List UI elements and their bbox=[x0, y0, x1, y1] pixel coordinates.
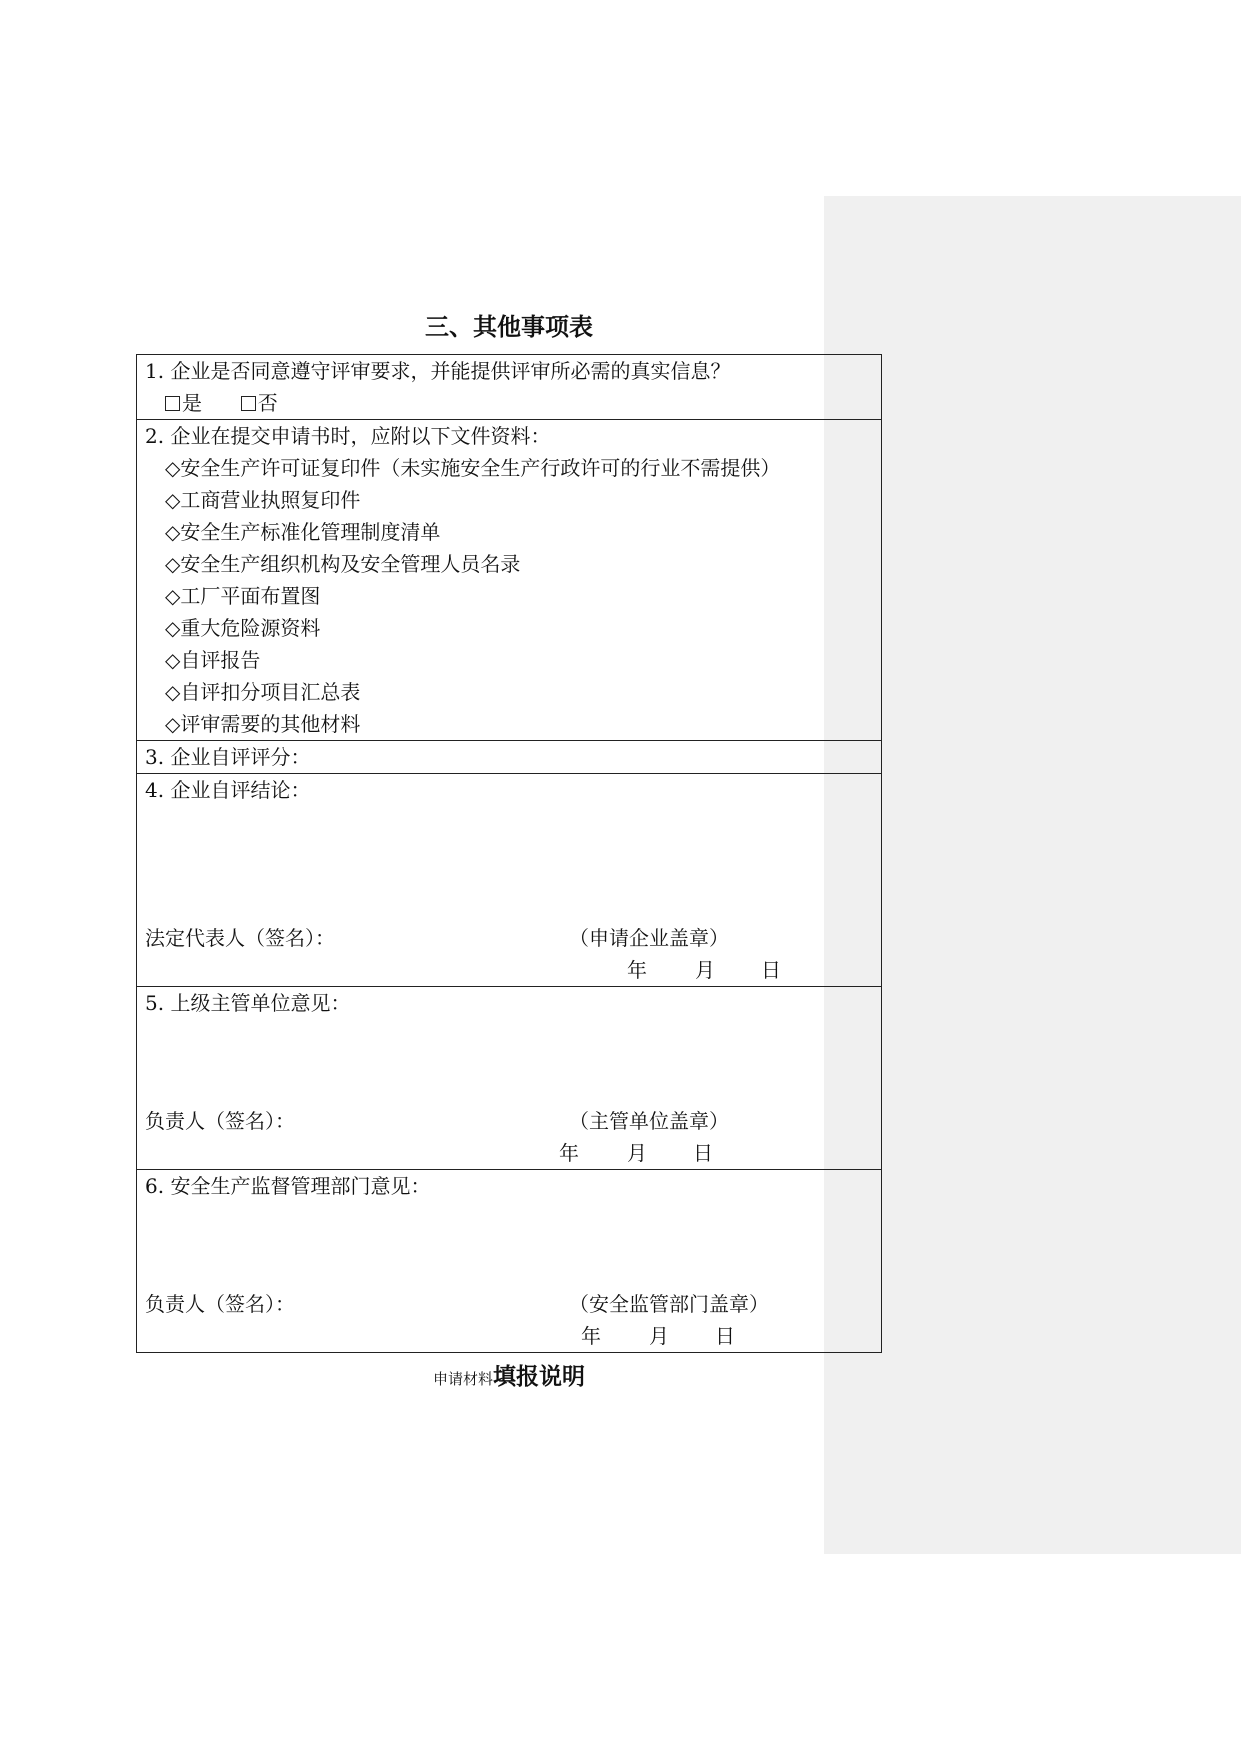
attachment-item: ◇评审需要的其他材料 bbox=[165, 712, 361, 736]
attachment-item: ◇安全生产组织机构及安全管理人员名录 bbox=[165, 552, 521, 576]
month-label: 月 bbox=[649, 1324, 669, 1348]
signature-row bbox=[145, 1105, 881, 1137]
responsible-signature-label: 负责人（签名）： bbox=[145, 1109, 295, 1133]
signature-row bbox=[145, 922, 881, 954]
question-1-options bbox=[145, 387, 881, 419]
comment-margin bbox=[824, 196, 1241, 1554]
other-matters-form bbox=[136, 354, 882, 1353]
day-label: 日 bbox=[715, 1324, 735, 1348]
day-label: 日 bbox=[693, 1141, 713, 1165]
attachment-item: ◇安全生产许可证复印件（未实施安全生产行政许可的行业不需提供） bbox=[165, 456, 781, 480]
attachment-item: ◇工厂平面布置图 bbox=[165, 584, 321, 608]
supervisor-seal-label: （主管单位盖章） bbox=[569, 1109, 729, 1133]
question-4-row bbox=[137, 774, 882, 987]
no-label: 否 bbox=[257, 391, 278, 415]
attachment-item: ◇自评扣分项目汇总表 bbox=[165, 680, 361, 704]
date-row bbox=[145, 1137, 881, 1169]
question-2-row bbox=[137, 420, 882, 741]
company-seal-label: （申请企业盖章） bbox=[569, 926, 729, 950]
yes-checkbox[interactable] bbox=[165, 396, 180, 411]
attachment-item: ◇安全生产标准化管理制度清单 bbox=[165, 520, 441, 544]
year-label: 年 bbox=[627, 958, 647, 982]
footer-heading: 填报说明 bbox=[493, 1363, 585, 1390]
day-label: 日 bbox=[761, 958, 781, 982]
yes-label: 是 bbox=[182, 391, 202, 415]
safety-dept-seal-label: （安全监管部门盖章） bbox=[569, 1292, 769, 1316]
question-6-text: 6. 安全生产监督管理部门意见： bbox=[145, 1174, 431, 1198]
month-label: 月 bbox=[627, 1141, 647, 1165]
date-row bbox=[145, 954, 881, 986]
legal-rep-signature-label: 法定代表人（签名）： bbox=[145, 926, 335, 950]
date-row bbox=[145, 1320, 881, 1352]
footer-prefix: 申请材料 bbox=[432, 1370, 493, 1388]
question-5-row bbox=[137, 987, 882, 1170]
question-3-row bbox=[137, 741, 882, 774]
signature-row bbox=[145, 1288, 881, 1320]
page-title: 三、其他事项表 bbox=[425, 312, 593, 341]
no-checkbox[interactable] bbox=[241, 396, 256, 411]
attachment-item: ◇工商营业执照复印件 bbox=[165, 488, 361, 512]
question-3-text: 3. 企业自评评分： bbox=[145, 745, 311, 769]
question-5-text: 5. 上级主管单位意见： bbox=[145, 991, 351, 1015]
question-1-text: 1. 企业是否同意遵守评审要求，并能提供评审所必需的真实信息？ bbox=[145, 359, 731, 383]
question-1-row bbox=[137, 355, 882, 420]
question-4-text: 4. 企业自评结论： bbox=[145, 778, 311, 802]
question-6-row bbox=[137, 1170, 882, 1353]
responsible-signature-label: 负责人（签名）： bbox=[145, 1292, 295, 1316]
footer-title bbox=[136, 1362, 882, 1394]
month-label: 月 bbox=[695, 958, 715, 982]
question-2-text: 2. 企业在提交申请书时，应附以下文件资料： bbox=[145, 424, 551, 448]
attachment-item: ◇重大危险源资料 bbox=[165, 616, 321, 640]
attachment-item: ◇自评报告 bbox=[165, 648, 261, 672]
year-label: 年 bbox=[581, 1324, 601, 1348]
year-label: 年 bbox=[559, 1141, 579, 1165]
